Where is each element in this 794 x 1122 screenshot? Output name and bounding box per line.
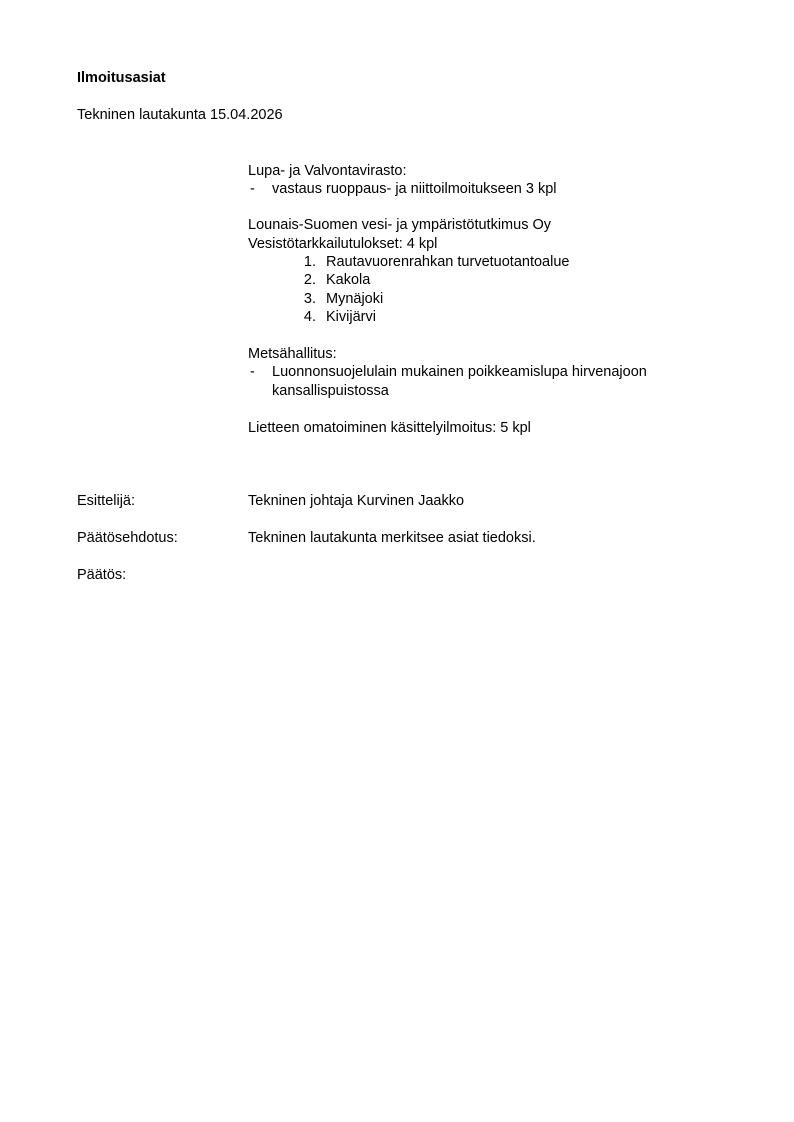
lupa-section-title: Lupa- ja Valvontavirasto: xyxy=(248,163,407,179)
lounais-section-title: Lounais-Suomen vesi- ja ympäristötutkimus Oy xyxy=(248,217,552,233)
list-item-number: 2. xyxy=(303,272,316,288)
liete-section-title: Lietteen omatoiminen käsittelyilmoitus: 5 kpl xyxy=(248,420,531,436)
list-item-number: 4. xyxy=(303,309,316,325)
list-item: Kakola xyxy=(326,272,371,288)
list-item-number: 3. xyxy=(303,291,316,307)
metsa-item-line1: Luonnonsuojelulain mukainen poikkeamislupa hirvenajoon xyxy=(272,364,647,380)
meeting-line: Tekninen lautakunta 15.04.2026 xyxy=(77,107,283,123)
page-title: Ilmoitusasiat xyxy=(77,70,166,86)
metsa-section-title: Metsähallitus: xyxy=(248,346,337,362)
list-item: Rautavuorenrahkan turvetuotantoalue xyxy=(326,254,570,270)
presenter-label: Esittelijä: xyxy=(77,493,136,509)
proposal-label: Päätösehdotus: xyxy=(77,530,178,546)
metsa-item-line2: kansallispuistossa xyxy=(272,383,389,399)
list-item-number: 1. xyxy=(303,254,316,270)
lounais-subtitle: Vesistötarkkailutulokset: 4 kpl xyxy=(248,236,438,252)
list-item: Mynäjoki xyxy=(326,291,384,307)
bullet-marker: - xyxy=(250,364,255,380)
list-item: Kivijärvi xyxy=(326,309,376,325)
decision-label: Päätös: xyxy=(77,567,127,583)
presenter-value: Tekninen johtaja Kurvinen Jaakko xyxy=(248,493,465,509)
lupa-item: vastaus ruoppaus- ja niittoilmoitukseen 3 kpl xyxy=(272,181,557,197)
proposal-value: Tekninen lautakunta merkitsee asiat tiedoksi. xyxy=(248,530,536,546)
bullet-marker: - xyxy=(250,181,255,197)
